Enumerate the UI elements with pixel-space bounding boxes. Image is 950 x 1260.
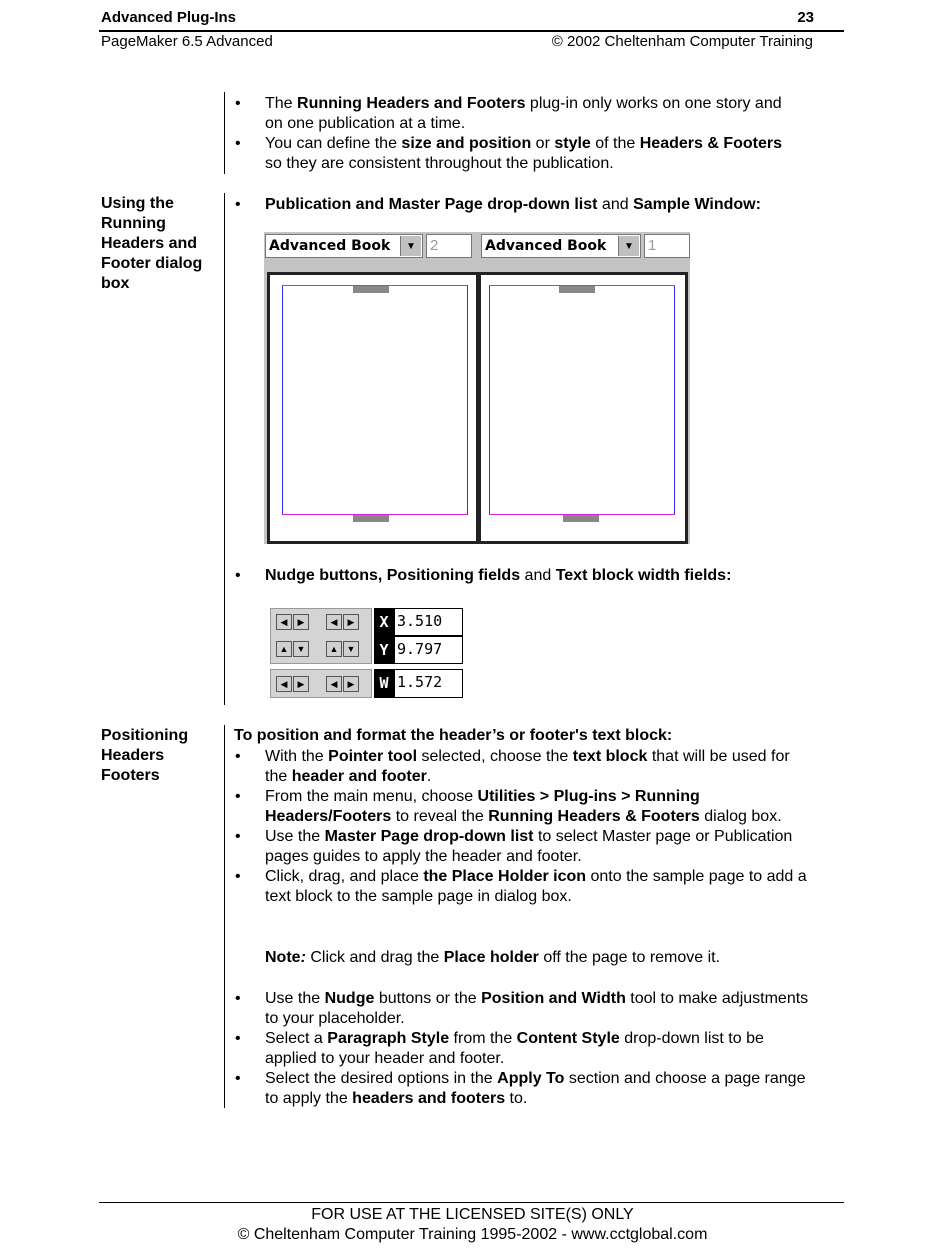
nudge-far-left-icon[interactable]: ◀ bbox=[276, 614, 292, 630]
header-placeholder[interactable] bbox=[559, 286, 595, 293]
section-heading-dialog-box: Using the Running Headers and Footer dialog box bbox=[101, 195, 203, 292]
text-run: dialog box. bbox=[699, 808, 782, 825]
footer-placeholder[interactable] bbox=[353, 515, 389, 522]
text-run: Position and Width bbox=[481, 990, 626, 1007]
intro-bullet-list bbox=[234, 94, 794, 174]
footer-license-notice: FOR USE AT THE LICENSED SITE(S) ONLY bbox=[311, 1206, 634, 1223]
text-run: to reveal the bbox=[391, 808, 489, 825]
text-run: The bbox=[265, 95, 298, 112]
procedure-steps-b bbox=[234, 989, 814, 1109]
sample-window-dialog bbox=[264, 232, 690, 544]
text-run: Use the bbox=[265, 828, 325, 845]
text-run: Apply To bbox=[497, 1070, 565, 1087]
text-run: and bbox=[520, 567, 556, 584]
text-run: tool to make adjustments to your placeholder. bbox=[265, 990, 809, 1027]
text-run: With the bbox=[265, 748, 329, 765]
sample-page-right[interactable] bbox=[478, 272, 688, 544]
header-placeholder[interactable] bbox=[353, 286, 389, 293]
text-run: from the bbox=[449, 1030, 517, 1047]
x-position-field[interactable]: 3.510 bbox=[394, 608, 463, 636]
text-run: Running Headers and Footers bbox=[297, 95, 526, 112]
master-page-number-field[interactable]: 1 bbox=[644, 234, 690, 258]
text-run: off the page to remove it. bbox=[538, 949, 721, 966]
text-run: Use the bbox=[265, 990, 325, 1007]
margin-guides bbox=[489, 285, 675, 515]
text-run: buttons or the bbox=[374, 990, 482, 1007]
section-heading-positioning: Positioning Headers Footers bbox=[101, 727, 189, 784]
width-label: W bbox=[374, 669, 394, 698]
text-run: Paragraph Style bbox=[327, 1030, 450, 1047]
footer-placeholder[interactable] bbox=[563, 515, 599, 522]
list-item bbox=[234, 566, 814, 586]
text-run: Master Page drop-down list bbox=[324, 828, 534, 845]
width-field[interactable]: 1.572 bbox=[394, 669, 463, 698]
master-page-dropdown-value: Advanced Book bbox=[485, 238, 607, 254]
text-run: Click and drag the bbox=[305, 949, 444, 966]
text-run: Content Style bbox=[516, 1030, 620, 1047]
footer-copyright: © Cheltenham Computer Training 1995-2002 - www.cctglobal.com bbox=[237, 1226, 708, 1243]
text-run: Select a bbox=[265, 1030, 328, 1047]
text-run: plug-in only works on one story and on one publication at a time. bbox=[265, 95, 782, 132]
running-header-copyright: © 2002 Cheltenham Computer Training bbox=[551, 33, 813, 50]
nudge-far-up-icon[interactable]: ▲ bbox=[276, 641, 292, 657]
text-run: Text block width fields: bbox=[555, 567, 732, 584]
text-run: or bbox=[531, 135, 555, 152]
page-number: 23 bbox=[797, 9, 814, 26]
text-run: . bbox=[426, 768, 432, 785]
nudge-down-icon[interactable]: ▼ bbox=[343, 641, 359, 657]
text-run: and bbox=[597, 196, 634, 213]
list-item bbox=[234, 787, 814, 827]
running-header-title: Advanced Plug-Ins bbox=[101, 9, 237, 26]
text-run: : bbox=[300, 949, 306, 966]
margin-guides bbox=[282, 285, 468, 515]
margin-rule-section2 bbox=[224, 725, 225, 1108]
text-run: Utilities > Plug-ins > Running Headers/Footers bbox=[265, 788, 700, 825]
nudge-far-right-icon[interactable]: ▶ bbox=[293, 676, 309, 692]
text-run: Select the desired options in the bbox=[265, 1070, 498, 1087]
nudge-right-icon[interactable]: ▶ bbox=[343, 614, 359, 630]
list-item bbox=[234, 747, 814, 787]
text-run: header and footer bbox=[291, 768, 427, 785]
list-item bbox=[234, 134, 794, 174]
text-run: selected, choose the bbox=[417, 748, 573, 765]
section1-bullet-2 bbox=[234, 566, 814, 586]
text-run: style bbox=[554, 135, 591, 152]
footer-divider bbox=[99, 1202, 844, 1203]
text-run: Nudge buttons, Positioning fields bbox=[265, 567, 521, 584]
nudge-left-icon[interactable]: ◀ bbox=[326, 614, 342, 630]
list-item bbox=[234, 94, 794, 134]
publication-dropdown[interactable] bbox=[265, 234, 423, 258]
text-run: Place holder bbox=[443, 949, 539, 966]
margin-rule-intro bbox=[224, 92, 225, 174]
text-run: Headers & Footers bbox=[639, 135, 782, 152]
nudge-up-icon[interactable]: ▲ bbox=[326, 641, 342, 657]
list-item bbox=[234, 1069, 814, 1109]
text-run: From the main menu, choose bbox=[265, 788, 478, 805]
header-divider bbox=[99, 30, 844, 32]
nudge-buttons-width bbox=[270, 669, 372, 698]
text-run: section and choose a page range to apply the bbox=[265, 1070, 806, 1107]
text-run: Publication and Master Page drop-down list bbox=[265, 196, 598, 213]
text-run: text block bbox=[572, 748, 648, 765]
text-run: Pointer tool bbox=[328, 748, 418, 765]
text-run: Click, drag, and place bbox=[265, 868, 424, 885]
text-run: Note bbox=[265, 949, 301, 966]
text-run: Running Headers & Footers bbox=[488, 808, 700, 825]
procedure-steps-a bbox=[234, 747, 814, 907]
nudge-left-icon[interactable]: ◀ bbox=[326, 676, 342, 692]
procedure-intro: To position and format the header’s or footer's text block: bbox=[234, 727, 673, 744]
list-item bbox=[234, 195, 814, 215]
y-axis-label: Y bbox=[374, 636, 394, 664]
section1-bullet-1 bbox=[234, 195, 814, 215]
x-axis-label: X bbox=[374, 608, 394, 636]
list-item bbox=[234, 1029, 814, 1069]
master-page-dropdown[interactable] bbox=[481, 234, 641, 258]
text-run: so they are consistent throughout the publication. bbox=[265, 155, 614, 172]
triangle-down-icon[interactable]: ▼ bbox=[618, 236, 639, 256]
text-run: to. bbox=[505, 1090, 528, 1107]
list-item bbox=[234, 867, 814, 907]
text-run: You can define the bbox=[265, 135, 402, 152]
text-run: Nudge bbox=[324, 990, 375, 1007]
note bbox=[265, 948, 805, 968]
text-run: of the bbox=[590, 135, 640, 152]
y-position-field[interactable]: 9.797 bbox=[394, 636, 463, 664]
sample-page-left[interactable] bbox=[267, 272, 479, 544]
nudge-far-right-icon[interactable]: ▶ bbox=[293, 614, 309, 630]
text-run: that will be used for the bbox=[265, 748, 790, 785]
nudge-far-down-icon[interactable]: ▼ bbox=[293, 641, 309, 657]
triangle-down-icon[interactable]: ▼ bbox=[400, 236, 421, 256]
text-run: the Place Holder icon bbox=[423, 868, 587, 885]
margin-rule-section1 bbox=[224, 193, 225, 705]
text-run: Sample Window: bbox=[633, 196, 761, 213]
text-run: onto the sample page to add a text block to the sample page in dialog box. bbox=[265, 868, 807, 905]
list-item bbox=[234, 989, 814, 1029]
publication-dropdown-value: Advanced Book bbox=[269, 238, 391, 254]
list-item bbox=[234, 827, 814, 867]
text-run: drop-down list to be applied to your header and footer. bbox=[265, 1030, 764, 1067]
nudge-right-icon[interactable]: ▶ bbox=[343, 676, 359, 692]
running-header-subtitle: PageMaker 6.5 Advanced bbox=[101, 33, 273, 50]
publication-page-number-field[interactable]: 2 bbox=[426, 234, 472, 258]
text-run: size and position bbox=[401, 135, 532, 152]
nudge-far-left-icon[interactable]: ◀ bbox=[276, 676, 292, 692]
nudge-buttons-xy bbox=[270, 608, 372, 664]
text-run: to select Master page or Publication pages guides to apply the header and footer. bbox=[265, 828, 793, 865]
text-run: headers and footers bbox=[352, 1090, 506, 1107]
